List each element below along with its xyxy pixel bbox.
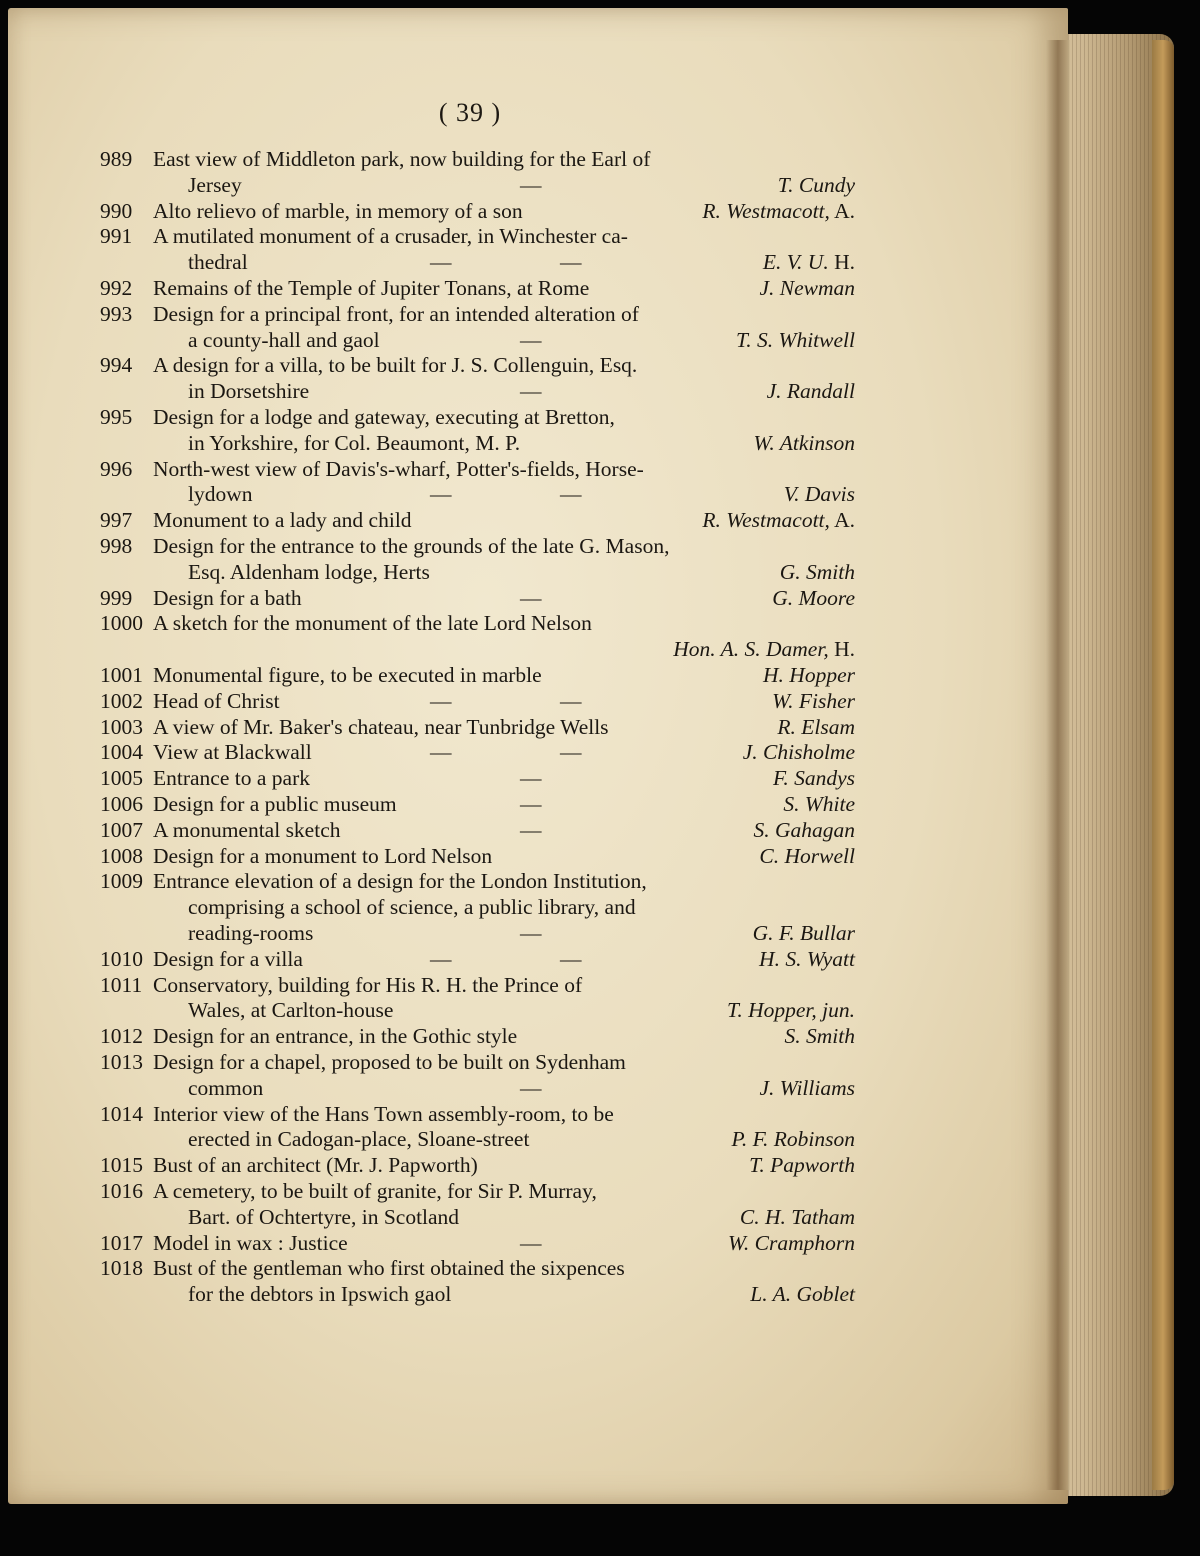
entry-line <box>0 791 1200 817</box>
entry-number: 1013 <box>100 1050 143 1074</box>
entry-line <box>0 378 1200 404</box>
entry-line <box>0 404 1200 430</box>
artist-name <box>783 791 855 817</box>
entry-title: Design for a chapel, proposed to be built on Sydenham <box>153 1050 626 1074</box>
academy-suffix: H. <box>828 637 855 662</box>
artist-name-text: W. Cramphorn <box>727 1230 855 1255</box>
entry-line <box>0 636 1200 662</box>
entry-line <box>0 1101 1200 1127</box>
entry-title: Design for a villa <box>153 946 303 971</box>
entry-title: in Dorsetshire <box>188 379 310 404</box>
entry-title: North-west view of Davis's-wharf, Potter's-fields, Horse- <box>153 456 644 481</box>
academy-suffix: A. <box>829 198 855 223</box>
entry-line <box>0 972 1200 998</box>
entry-line <box>0 481 1200 507</box>
entry-title: Design for a public museum <box>153 792 397 816</box>
entry-title: reading-rooms <box>188 921 314 945</box>
entry-line <box>0 430 1200 456</box>
entry-title: Head of Christ <box>153 688 280 713</box>
entry-title: Model in wax : Justice <box>153 1230 348 1255</box>
artist-name-text: S. White <box>783 792 855 816</box>
entry-line <box>0 688 1200 714</box>
entry-line <box>0 352 1200 378</box>
entry-line <box>0 533 1200 559</box>
artist-name-text: E. V. U. <box>762 250 829 275</box>
entry-title: Design for a monument to Lord Nelson <box>153 843 493 868</box>
ditto-dash: — <box>560 250 582 275</box>
entry-title: Design for an entrance, in the Gothic style <box>153 1024 518 1049</box>
entry-title: Conservatory, building for His R. H. the Prince of <box>153 972 583 997</box>
ditto-dash: — <box>560 688 582 713</box>
artist-name <box>772 688 855 714</box>
entry-line <box>0 559 1200 585</box>
artist-name-text: C. Horwell <box>759 843 855 868</box>
artist-name <box>753 817 855 843</box>
ditto-dash: — <box>520 379 542 404</box>
entry-title: Bart. of Ochtertyre, in Scotland <box>188 1204 460 1229</box>
entry-title: Entrance elevation of a design for the London Institution, <box>153 869 647 894</box>
artist-name <box>702 198 855 224</box>
artist-name-text: G. Moore <box>772 585 855 610</box>
entry-number: 1017 <box>100 1230 143 1255</box>
entry-title: Design for a principal front, for an intended alteration of <box>153 301 639 326</box>
artist-name <box>732 1126 855 1152</box>
artist-name <box>778 172 855 198</box>
artist-name <box>727 997 855 1023</box>
artist-name-text: R. Westmacott, <box>702 508 830 533</box>
artist-name-text: T. Hopper, jun. <box>726 998 855 1023</box>
ditto-dash: — <box>520 921 542 945</box>
ditto-dash: — <box>520 1230 542 1255</box>
entry-number: 1003 <box>100 714 143 739</box>
artist-name <box>759 275 855 301</box>
artist-name <box>780 559 855 585</box>
entry-title: A monumental sketch <box>153 817 341 842</box>
academy-suffix: H. <box>828 250 855 275</box>
entry-title: A mutilated monument of a crusader, in Winchester ca- <box>153 224 628 249</box>
artist-name-text: G. Smith <box>779 559 855 584</box>
artist-name-text: P. F. Robinson <box>731 1127 855 1152</box>
ditto-dash: — <box>560 740 582 765</box>
entry-title: Esq. Aldenham lodge, Herts <box>188 559 430 584</box>
entry-title: Entrance to a park <box>153 766 310 791</box>
artist-name-text: J. Chisholme <box>742 740 855 765</box>
ditto-dash: — <box>520 792 542 816</box>
entry-number: 1001 <box>100 663 143 687</box>
entry-title: East view of Middleton park, now building for the Earl of <box>153 147 651 171</box>
artist-name-text: Hon. A. S. Damer, <box>673 637 829 662</box>
artist-name-text: W. Atkinson <box>753 430 855 455</box>
entry-title: Wales, at Carlton-house <box>188 998 394 1023</box>
entry-line <box>0 946 1200 972</box>
artist-name <box>740 1204 855 1230</box>
entry-title: Design for the entrance to the grounds of the late G. Mason, <box>153 534 670 558</box>
artist-name <box>673 636 855 662</box>
entry-title: Design for a bath <box>153 585 302 610</box>
entry-line <box>0 507 1200 533</box>
artist-name-text: R. Westmacott, <box>702 198 830 223</box>
entry-line <box>0 146 1200 172</box>
entry-number: 989 <box>100 147 133 171</box>
artist-name <box>759 946 855 972</box>
entry-title: common <box>188 1075 264 1100</box>
entry-number: 998 <box>100 534 133 558</box>
entry-number: 1008 <box>100 843 143 868</box>
artist-name-text: C. H. Tatham <box>739 1204 855 1229</box>
entry-number: 1014 <box>100 1101 143 1126</box>
ditto-dash: — <box>430 946 452 971</box>
entry-line <box>0 1023 1200 1049</box>
entry-line <box>0 456 1200 482</box>
entry-title: thedral <box>188 250 248 275</box>
entry-number: 999 <box>100 585 133 610</box>
entry-line <box>0 843 1200 869</box>
artist-name <box>702 507 855 533</box>
entry-number: 995 <box>100 405 133 429</box>
artist-name <box>728 1230 855 1256</box>
entry-line <box>0 275 1200 301</box>
artist-name-text: S. Smith <box>784 1024 855 1049</box>
artist-name <box>749 1152 855 1178</box>
ditto-dash: — <box>520 327 542 352</box>
artist-name <box>743 739 855 765</box>
entry-number: 994 <box>100 353 133 378</box>
ditto-dash: — <box>430 482 452 507</box>
entry-number: 1011 <box>100 972 143 997</box>
artist-name-text: J. Newman <box>759 276 855 300</box>
entry-number: 1015 <box>100 1153 143 1178</box>
entry-number: 1016 <box>100 1179 143 1203</box>
artist-name <box>777 714 855 740</box>
entry-number: 1010 <box>100 946 143 971</box>
artist-name-text: H. S. Wyatt <box>759 946 855 971</box>
artist-name <box>772 585 855 611</box>
entry-line <box>0 301 1200 327</box>
academy-suffix: A. <box>829 508 855 533</box>
artist-name-text: J. Randall <box>766 379 855 404</box>
artist-name <box>759 843 855 869</box>
artist-name <box>773 765 855 791</box>
artist-name-text: G. F. Bullar <box>752 921 855 945</box>
entry-title: erected in Cadogan-place, Sloane-street <box>188 1127 530 1152</box>
artist-name-text: T. Cundy <box>777 172 855 197</box>
entry-line <box>0 585 1200 611</box>
entry-line <box>0 662 1200 688</box>
entry-title: A cemetery, to be built of granite, for Sir P. Murray, <box>153 1179 597 1203</box>
artist-name-text: R. Elsam <box>777 714 855 739</box>
ditto-dash: — <box>520 817 542 842</box>
artist-name <box>750 1281 855 1307</box>
ditto-dash: — <box>520 1075 542 1100</box>
entry-number: 1012 <box>100 1024 143 1049</box>
ditto-dash: — <box>560 482 582 507</box>
entry-line <box>0 714 1200 740</box>
entry-line <box>0 327 1200 353</box>
ditto-dash: — <box>520 172 542 197</box>
entry-line <box>0 1178 1200 1204</box>
artist-name-text: T. S. Whitwell <box>735 327 855 352</box>
entry-line <box>0 997 1200 1023</box>
entry-number: 1018 <box>100 1256 143 1281</box>
entry-title: Bust of an architect (Mr. J. Papworth) <box>153 1153 478 1178</box>
ditto-dash: — <box>430 688 452 713</box>
entry-line <box>0 223 1200 249</box>
entry-line <box>0 894 1200 920</box>
entry-number: 1002 <box>100 688 143 713</box>
entry-line <box>0 1152 1200 1178</box>
entry-title: Interior view of the Hans Town assembly-room, to be <box>153 1101 614 1126</box>
entry-title: Alto relievo of marble, in memory of a son <box>153 198 523 223</box>
entry-number: 996 <box>100 456 133 481</box>
entry-title: View at Blackwall <box>153 740 312 765</box>
entry-line <box>0 765 1200 791</box>
entry-line <box>0 739 1200 765</box>
entry-title: Monumental figure, to be executed in marble <box>153 663 542 687</box>
entry-number: 1009 <box>100 869 143 894</box>
entry-number: 1006 <box>100 792 143 816</box>
entry-title: lydown <box>188 482 253 507</box>
entry-line <box>0 1126 1200 1152</box>
entry-line <box>0 1255 1200 1281</box>
artist-name-text: T. Papworth <box>749 1153 855 1178</box>
entry-line <box>0 1281 1200 1307</box>
artist-name <box>753 920 855 946</box>
entry-title: a county-hall and gaol <box>188 327 380 352</box>
entry-line <box>0 249 1200 275</box>
entry-line <box>0 1204 1200 1230</box>
entry-title: Remains of the Temple of Jupiter Tonans, at Rome <box>153 276 590 300</box>
artist-name <box>763 662 855 688</box>
ditto-dash: — <box>430 250 452 275</box>
entry-line <box>0 610 1200 636</box>
artist-name <box>784 481 855 507</box>
artist-name-text: W. Fisher <box>772 688 855 713</box>
entry-number: 1005 <box>100 766 143 791</box>
entry-number: 997 <box>100 508 133 533</box>
entry-title: comprising a school of science, a public library, and <box>188 895 636 920</box>
entry-title: Jersey <box>188 172 242 197</box>
entry-line <box>0 817 1200 843</box>
artist-name <box>785 1023 855 1049</box>
artist-name-text: J. Williams <box>759 1075 855 1100</box>
entry-number: 990 <box>100 198 133 223</box>
entry-line <box>0 1230 1200 1256</box>
artist-name <box>736 327 855 353</box>
entry-line <box>0 1075 1200 1101</box>
entry-title: for the debtors in Ipswich gaol <box>188 1282 452 1307</box>
entry-number: 991 <box>100 224 133 249</box>
entry-line <box>0 920 1200 946</box>
artist-name <box>753 430 855 456</box>
entry-title: in Yorkshire, for Col. Beaumont, M. P. <box>188 430 521 455</box>
ditto-dash: — <box>520 585 542 610</box>
ditto-dash: — <box>430 740 452 765</box>
entry-number: 992 <box>100 276 133 300</box>
ditto-dash: — <box>560 946 582 971</box>
entry-title: A sketch for the monument of the late Lord Nelson <box>153 611 592 636</box>
artist-name-text: V. Davis <box>783 482 855 507</box>
entry-title: A design for a villa, to be built for J. S. Collenguin, Esq. <box>153 353 638 378</box>
page-number: ( 39 ) <box>438 98 502 127</box>
entry-line <box>0 198 1200 224</box>
entry-number: 1000 <box>100 611 143 636</box>
entry-title: Design for a lodge and gateway, executing at Bretton, <box>153 405 615 429</box>
entry-number: 1007 <box>100 817 143 842</box>
entry-title: Monument to a lady and child <box>153 508 412 533</box>
entry-line <box>0 172 1200 198</box>
artist-name-text: H. Hopper <box>763 663 855 687</box>
artist-name <box>767 378 855 404</box>
artist-name-text: F. Sandys <box>772 766 855 791</box>
entry-number: 1004 <box>100 740 143 765</box>
ditto-dash: — <box>520 766 542 791</box>
entry-line <box>0 868 1200 894</box>
entry-line <box>0 1049 1200 1075</box>
entry-title: Bust of the gentleman who first obtained the sixpences <box>153 1256 625 1281</box>
artist-name-text: S. Gahagan <box>753 817 855 842</box>
artist-name <box>759 1075 855 1101</box>
entry-number: 993 <box>100 301 133 326</box>
artist-name <box>763 249 855 275</box>
artist-name-text: L. A. Goblet <box>750 1282 855 1307</box>
entry-title: A view of Mr. Baker's chateau, near Tunbridge Wells <box>153 714 609 739</box>
